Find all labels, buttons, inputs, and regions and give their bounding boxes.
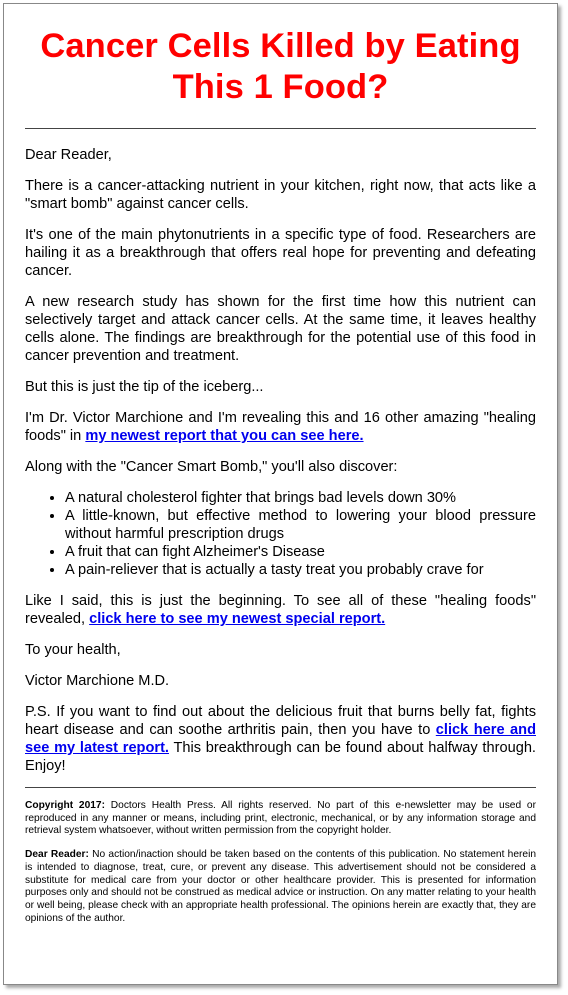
copyright-text: Doctors Health Press. All rights reserved. No part of this e-newsletter may be used or reproduced in any manner or means, including print, electronic, mechanical, or by any information storage and retrieval system whatsoever, without written permission from the copyright holder. [25,800,536,837]
paragraph-5-text: I'm Dr. Victor Marchione and I'm revealing this and 16 other amazing "healing foods" in [25,410,536,444]
copyright-label: Copyright 2017: [25,800,105,811]
special-report-link[interactable]: click here to see my newest special report. [89,611,386,627]
paragraph-7 [25,592,536,628]
disclaimer-label: Dear Reader: [25,849,89,861]
copyright-notice [25,800,536,838]
discover-list [25,489,536,579]
email-frame [3,3,558,985]
paragraph-3: A new research study has shown for the first time how this nutrient can selectively target and attack cancer cells. At the same time, it leaves healthy cells alone. The findings are breakthrough for the potential use of this food in cancer prevention and treatment. [25,294,536,364]
headline-line1: Cancer Cells Killed by Eating [40,27,521,65]
postscript [25,703,536,775]
closing: To your health, [25,642,121,658]
email-content [4,26,557,925]
list-item: • A fruit that can fight Alzheimer's Disease [65,543,536,561]
list-item: • A little-known, but effective method to lowering your blood pressure without harmful prescription drugs [65,507,536,543]
list-item: • A natural cholesterol fighter that brings bad levels down 30% [65,489,536,507]
letter-body [25,146,536,775]
paragraph-4: But this is just the tip of the iceberg... [25,379,264,395]
footer-divider [25,787,536,788]
postscript-text-1: P.S. If you want to find out about the delicious fruit that burns belly fat, fights heart disease and can soothe arthritis pain, then you have to [25,704,536,738]
paragraph-2: It's one of the main phytonutrients in a specific type of food. Researchers are hailing it as a breakthrough that offers real hope for preventing and defeating cancer. [25,227,536,279]
newest-report-link[interactable]: my newest report that you can see here. [85,428,364,444]
paragraph-5 [25,409,536,445]
paragraph-6: Along with the "Cancer Smart Bomb," you'll also discover: [25,459,398,475]
list-item: • A pain-reliever that is actually a tasty treat you probably crave for [65,561,536,579]
headline-line2: This 1 Food? [172,68,389,106]
footer [25,800,536,925]
headline [25,26,536,108]
disclaimer-text: No action/inaction should be taken based on the contents of this publication. No statement herein is intended to diagnose, treat, cure, or prevent any disease. This advertisement should not be considered a substitute for medical care from your doctor or other healthcare provider. This is presented for information purposes only and should not be construed as medical advice or instruction. On any matter relating to your health or well being, please check with an appropriate health professional. The opinions herein are exactly that, they are opinions of the author. [25,849,537,924]
signature: Victor Marchione M.D. [25,673,170,689]
paragraph-1: There is a cancer-attacking nutrient in your kitchen, right now, that acts like a "smart bomb" against cancer cells. [25,178,536,212]
headline-divider [25,128,536,129]
paragraph-7-text: Like I said, this is just the beginning. To see all of these "healing foods" revealed, [25,593,536,627]
postscript-text-2: This breakthrough can be found about halfway through. Enjoy! [25,740,536,774]
greeting: Dear Reader, [25,147,112,163]
latest-report-link[interactable]: click here and see my latest report. [25,722,536,756]
disclaimer [25,849,536,925]
